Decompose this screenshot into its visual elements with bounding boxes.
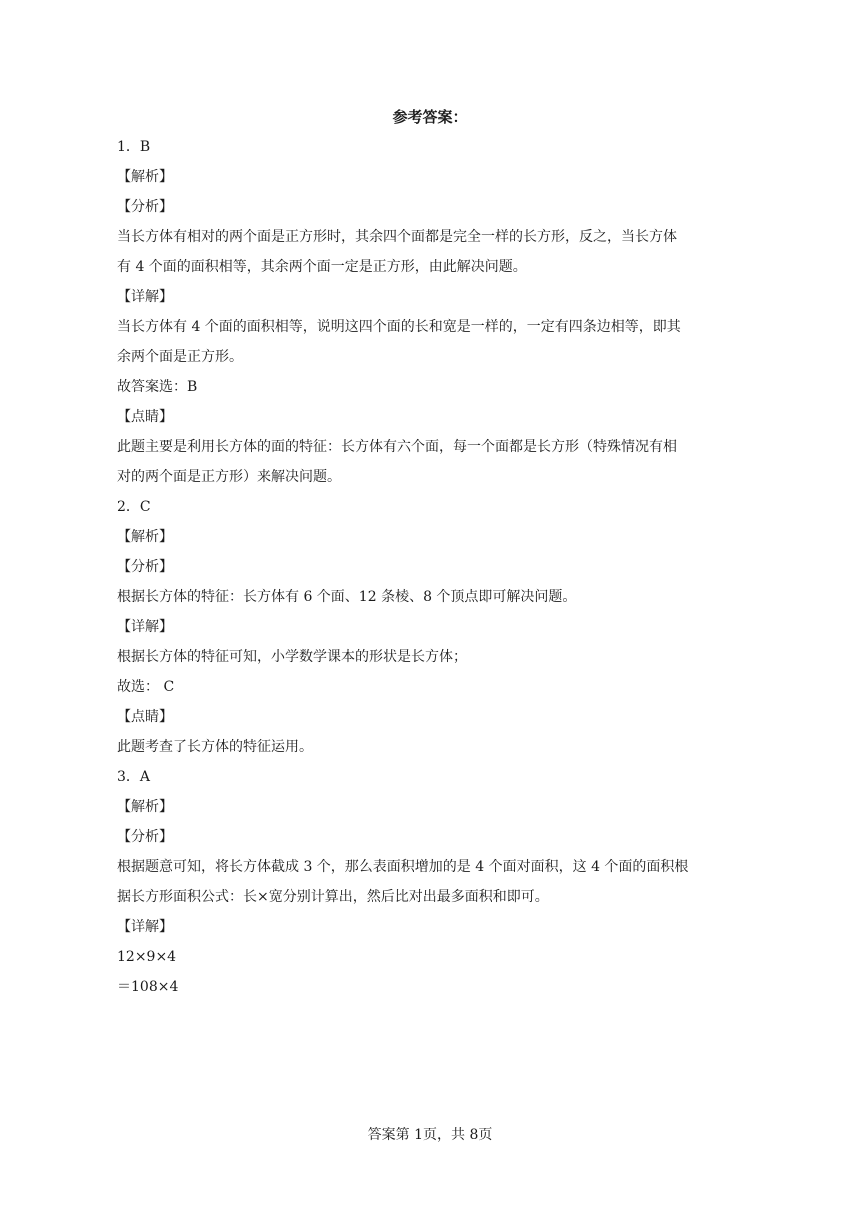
text-line: 3．A — [117, 769, 151, 785]
text-line: 【点睛】 — [117, 409, 173, 425]
text-line: 此题主要是利用长方体的面的特征：长方体有六个面，每一个面都是长方形（特殊情况有相 — [117, 439, 677, 455]
text-line: 根据长方体的特征：长方体有 6 个面、12 条棱、8 个顶点即可解决问题。 — [117, 589, 577, 605]
text-line: 【分析】 — [117, 559, 173, 575]
text-line: ＝108×4 — [117, 979, 179, 995]
text-line: 当长方体有 4 个面的面积相等，说明这四个面的长和宽是一样的，一定有四条边相等，即其 — [117, 319, 681, 335]
text-line: 故选： C — [117, 679, 175, 695]
text-line: 【解析】 — [117, 529, 173, 545]
text-line: 12×9×4 — [117, 949, 177, 965]
text-line: 对的两个面是正方形）来解决问题。 — [117, 469, 341, 485]
text-line: 【详解】 — [117, 919, 173, 935]
text-line: 【详解】 — [117, 289, 173, 305]
answer-content — [117, 132, 743, 1002]
text-line: 当长方体有相对的两个面是正方形时，其余四个面都是完全一样的长方形，反之，当长方体 — [117, 229, 677, 245]
text-line: 有 4 个面的面积相等，其余两个面一定是正方形，由此解决问题。 — [117, 259, 527, 275]
text-line: 2．C — [117, 499, 151, 515]
page-footer: 答案第 1页，共 8页 — [367, 1127, 493, 1143]
text-line: 此题考查了长方体的特征运用。 — [117, 739, 313, 755]
text-line: 余两个面是正方形。 — [117, 349, 243, 365]
text-line: 【解析】 — [117, 799, 173, 815]
text-line: 【详解】 — [117, 619, 173, 635]
page-title: 参考答案： — [392, 108, 468, 126]
text-line: 根据长方体的特征可知，小学数学课本的形状是长方体； — [117, 649, 467, 665]
text-line: 故答案选：B — [117, 379, 198, 395]
text-line: 【解析】 — [117, 169, 173, 185]
text-line: 【点睛】 — [117, 709, 173, 725]
text-line: 根据题意可知，将长方体截成 3 个，那么表面积增加的是 4 个面对面积，这 4 个面的面积根 — [117, 859, 689, 875]
text-line: 【分析】 — [117, 199, 173, 215]
text-line: 1．B — [117, 139, 151, 155]
text-line: 据长方形面积公式：长×宽分别计算出，然后比对出最多面积和即可。 — [117, 889, 549, 905]
text-line: 【分析】 — [117, 829, 173, 845]
